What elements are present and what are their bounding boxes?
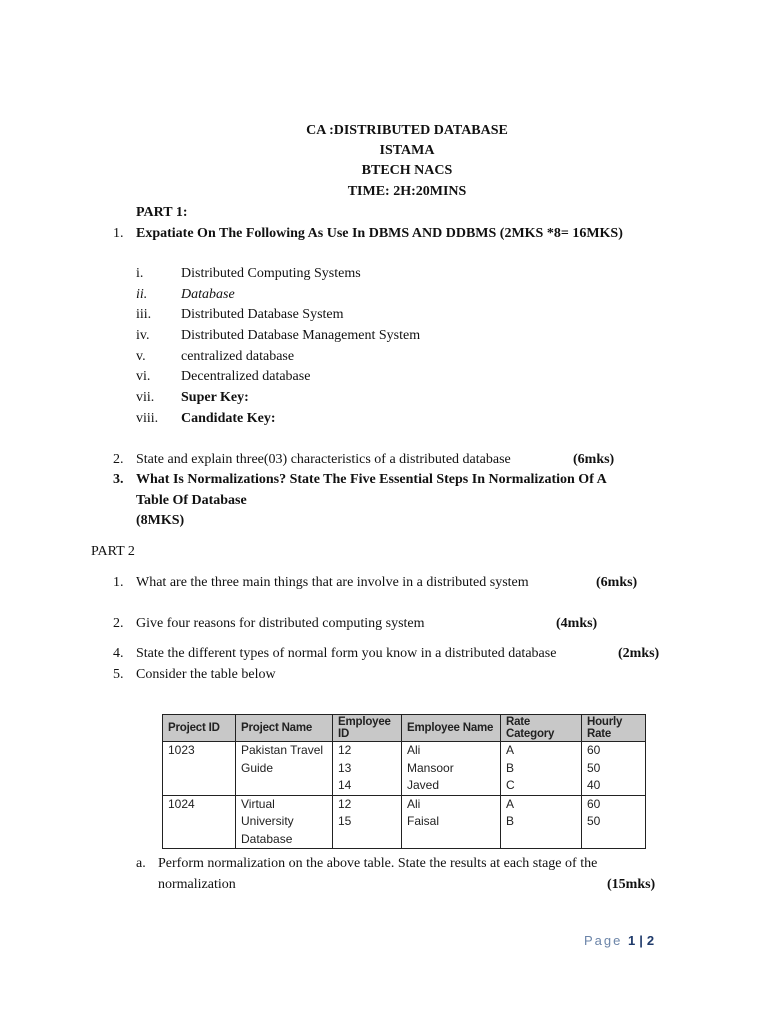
hourly-rate-cell: 60 50 40 <box>582 742 646 796</box>
p2-q2-text: Give four reasons for distributed computing system <box>136 616 425 631</box>
project-id-cell: 1024 <box>163 795 236 849</box>
part2-heading: PART 2 <box>91 544 135 559</box>
sub-item-text: Distributed Database System <box>181 307 344 322</box>
rate-category-cell: A B <box>501 795 582 849</box>
rate-category-cell: A B C <box>501 742 582 796</box>
project-name-cell: Pakistan Travel Guide <box>236 742 333 796</box>
employee-name-cell: Ali Faisal <box>402 795 501 849</box>
column-header: Employee Name <box>402 715 501 742</box>
sub-item-num: viii. <box>136 411 159 426</box>
hourly-rate-cell: 60 50 <box>582 795 646 849</box>
table-row <box>163 742 646 796</box>
page-total: 2 <box>646 933 655 948</box>
sub-item-num: iv. <box>136 328 150 343</box>
sub-item-num: vi. <box>136 369 151 384</box>
employee-name-cell: Ali Mansoor Javed <box>402 742 501 796</box>
sub-item-text: Distributed Computing Systems <box>181 266 361 281</box>
page-current: 1 <box>628 933 636 948</box>
sub-item-text: Decentralized database <box>181 369 311 384</box>
q3-number: 3. <box>113 472 124 487</box>
qa-text-line1: Perform normalization on the above table. State the results at each stage of the <box>158 856 598 871</box>
p2-q2-marks: (4mks) <box>556 616 598 631</box>
column-header: Project Name <box>236 715 333 742</box>
p2-q1-number: 1. <box>113 575 124 590</box>
part1-heading: PART 1: <box>136 205 188 220</box>
column-header: Project ID <box>163 715 236 742</box>
q1-number: 1. <box>113 226 124 241</box>
page-separator: | <box>639 933 643 948</box>
table-header-row <box>163 715 646 742</box>
column-header: Employee ID <box>333 715 402 742</box>
column-header: Rate Category <box>501 715 582 742</box>
column-header: Hourly Rate <box>582 715 646 742</box>
q3-text-line1: What Is Normalizations? State The Five Essential Steps In Normalization Of A <box>136 472 607 487</box>
institution: ISTAMA <box>379 143 435 158</box>
sub-item-num: i. <box>136 266 144 281</box>
p2-q4-text: State the different types of normal form you know in a distributed database <box>136 646 557 661</box>
q2-marks: (6mks) <box>573 452 615 467</box>
employee-id-cell: 12 13 14 <box>333 742 402 796</box>
sub-item-text: Distributed Database Management System <box>181 328 421 343</box>
exam-title: CA :DISTRIBUTED DATABASE <box>306 123 508 138</box>
sub-item-text: Super Key: <box>181 390 249 405</box>
p2-q1-marks: (6mks) <box>596 575 638 590</box>
p2-q4-marks: (2mks) <box>618 646 660 661</box>
sub-item-num: ii. <box>136 287 148 302</box>
program: BTECH NACS <box>361 163 453 178</box>
p2-q4-number: 4. <box>113 646 124 661</box>
qa-marks: (15mks) <box>607 877 656 892</box>
q3-text-line2: Table Of Database <box>136 493 247 508</box>
sub-item-num: iii. <box>136 307 152 322</box>
page-word: Page <box>584 933 623 948</box>
q3-marks: (8MKS) <box>136 513 185 528</box>
sub-item-text: centralized database <box>181 349 295 364</box>
q2-text: State and explain three(03) characteristics of a distributed database <box>136 452 511 467</box>
sub-item-num: v. <box>136 349 146 364</box>
sub-item-text: Candidate Key: <box>181 411 276 426</box>
project-id-cell: 1023 <box>163 742 236 796</box>
p2-q5-text: Consider the table below <box>136 667 276 682</box>
sub-item-num: vii. <box>136 390 155 405</box>
qa-number: a. <box>136 856 146 871</box>
q2-number: 2. <box>113 452 124 467</box>
page-footer <box>584 933 654 948</box>
p2-q1-text: What are the three main things that are involve in a distributed system <box>136 575 529 590</box>
exam-time: TIME: 2H:20MINS <box>347 184 467 199</box>
employee-id-cell: 12 15 <box>333 795 402 849</box>
p2-q5-number: 5. <box>113 667 124 682</box>
project-employee-table <box>162 714 646 849</box>
p2-q2-number: 2. <box>113 616 124 631</box>
qa-text-line2: normalization <box>158 877 236 892</box>
sub-item-text: Database <box>181 287 235 302</box>
table-row <box>163 795 646 849</box>
project-name-cell: Virtual University Database <box>236 795 333 849</box>
q1-text: Expatiate On The Following As Use In DBMS AND DDBMS (2MKS *8= 16MKS) <box>136 226 623 241</box>
